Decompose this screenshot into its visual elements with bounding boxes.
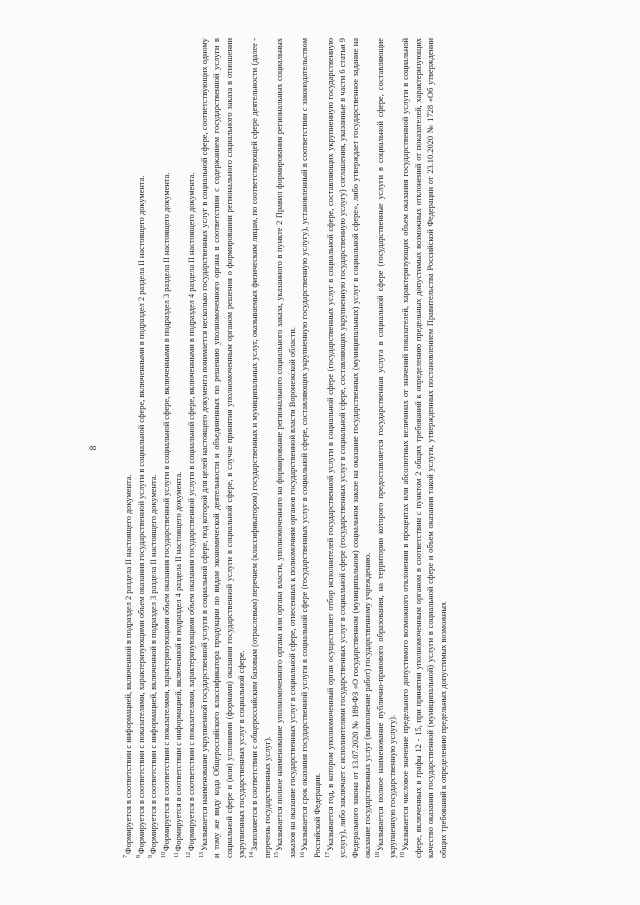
- footnote-number: 14: [249, 852, 256, 858]
- footnote: [274, 38, 299, 858]
- footnote-text: Заполняется в соответствии с общероссийским базовым (отраслевым) перечнем (классификатором) государственных и муниципальных услуг, оказываемых физическим лицам, по соответствующей сфере деятельности (далее - перечень государственных услуг).: [249, 38, 272, 858]
- footnote-number: 18: [375, 852, 382, 858]
- footnote-text: Указывается полное наименование уполномоченного органа или органа власти, уполномоченного на формирование регионального социального заказа, указанного в пункте 2 Правил формирования региональных социальных заказов на оказание государственных услуг в социальной сфере, отнесенных к полномочиям органов государственной власти Воронежской области.: [275, 38, 297, 858]
- footnote-number: 17: [324, 852, 331, 858]
- footnote-number: 16: [299, 852, 306, 858]
- footnote: [400, 38, 450, 858]
- footnote-number: 11: [173, 852, 180, 858]
- footnote-number: 7: [123, 855, 130, 858]
- footnote: [123, 38, 136, 858]
- footnote-number: 19: [400, 852, 407, 858]
- rotated-content: [85, 38, 615, 858]
- page-number: 8: [88, 445, 98, 451]
- footnote-text: Указывается срок оказания государственной услуги в социальной сфере (государственных услуг в социальной сфере, составляющих укрупненную государственную услугу), установленный в соответствии с законодательством Российской Федерации.: [300, 38, 322, 858]
- footnote: [148, 38, 161, 858]
- footnote-text: Формируется в соответствии с показателями, характеризующими объем оказания государственной услуги в социальной сфере, включенными в подраздел 3 раздела II настоящего документа.: [161, 172, 171, 851]
- footnote: [299, 38, 324, 858]
- footnote-text: Формируется в соответствии с показателями, характеризующими объем оказания государственной услуги в социальной сфере, включенными в подраздел 2 раздела II настоящего документа.: [136, 175, 146, 854]
- footnote: [249, 38, 274, 858]
- footnote-text: Формируется в соответствии с информацией, включенной в подраздел 3 раздела II настоящего документа.: [149, 474, 159, 854]
- footnote: [173, 38, 186, 858]
- footnote-number: 12: [186, 852, 193, 858]
- footnote-text: Указывается год, в котором уполномоченный орган осуществляет отбор исполнителей государственной услуги в социальной сфере (государственных услуг в социальной сфере, составляющих укрупненную государственную услугу), либо заключает с исполнителями государственных услуг в социальной сфере (государственных услуг в социальной сфере, составляющих укрупненную государственную услугу) соглашения, указанные в части 6 статьи 9 Федерального закона от 13.07.2020 № 189-ФЗ «О государственном (муниципальном) социальном заказе на оказание государственных (муниципальных) услуг в социальной сфере», либо утверждает государственное задание на оказание государственных услуг (выполнение работ) государственному учреждению.: [325, 38, 373, 858]
- footnote: [136, 38, 149, 858]
- footnote-number: 10: [160, 852, 167, 858]
- footnote: [161, 38, 174, 858]
- footnote: [186, 38, 199, 858]
- footnote-text: Формируется в соответствии с показателями, характеризующими объем оказания государственной услуги в социальной сфере, включенными в подраздел 4 раздела II настоящего документа.: [186, 172, 196, 851]
- footnotes-block: [123, 38, 450, 858]
- footnote-text: Указывается числовое значение предельного допустимого возможного отклонения в процентах или абсолютных величинах от значений показателей, характеризующих объем оказания государственной услуги в социальной сфере, включенных в графы 12 - 15, при принятии уполномоченным органом в соответствии с пунктом 2 общих требований к определению предельных допустимых возможных отклонений от показателей, характеризующих качество оказания государственной (муниципальной) услуги в социальной сфере и объем оказания такой услуги, утвержденных постановлением Правительства Российской Федерации от 23.10.2020 № 1728 «Об утверждении общих требований к определению предельных допустимых возможных: [401, 38, 448, 858]
- footnote-text: Указывается наименование укрупненной государственной услуги в социальной сфере, под которой для целей настоящего документа понимается несколько государственных услуг в социальной сфере, соответствующих одному и тому же виду кода Общероссийского классификатора продукции по видам экономической деятельности и объединенных по решению уполномоченного органа в соответствии с содержанием государственной услуги в социальной сфере и (или) условиями (формами) оказания государственной услуги в социальной сфере, в случае принятия уполномоченным органом решения о формировании регионального социального заказа в отношении укрупненных государственных услуг в социальной сфере.: [199, 38, 247, 858]
- footnote-number: 13: [198, 852, 205, 858]
- footnote-number: 15: [274, 852, 281, 858]
- footnote-number: 9: [148, 855, 155, 858]
- footnote-number: 8: [135, 855, 142, 858]
- footnote: [199, 38, 249, 858]
- footnote-text: Формируется в соответствии с информацией, включенной в подраздел 4 раздела II настоящего документа.: [174, 471, 184, 852]
- footnote: [325, 38, 375, 858]
- footnote-text: Формируется в соответствии с информацией, включенной в подраздел 2 раздела II настоящего документа.: [124, 474, 133, 854]
- footnote: [375, 38, 400, 858]
- footnote-text: Указывается полное наименование публично-правового образования, на территории которого предоставляется государственная услуга в социальной сфере (государственные услуги в социальной сфере, составляющие укрупненную государственную услугу).: [375, 38, 398, 858]
